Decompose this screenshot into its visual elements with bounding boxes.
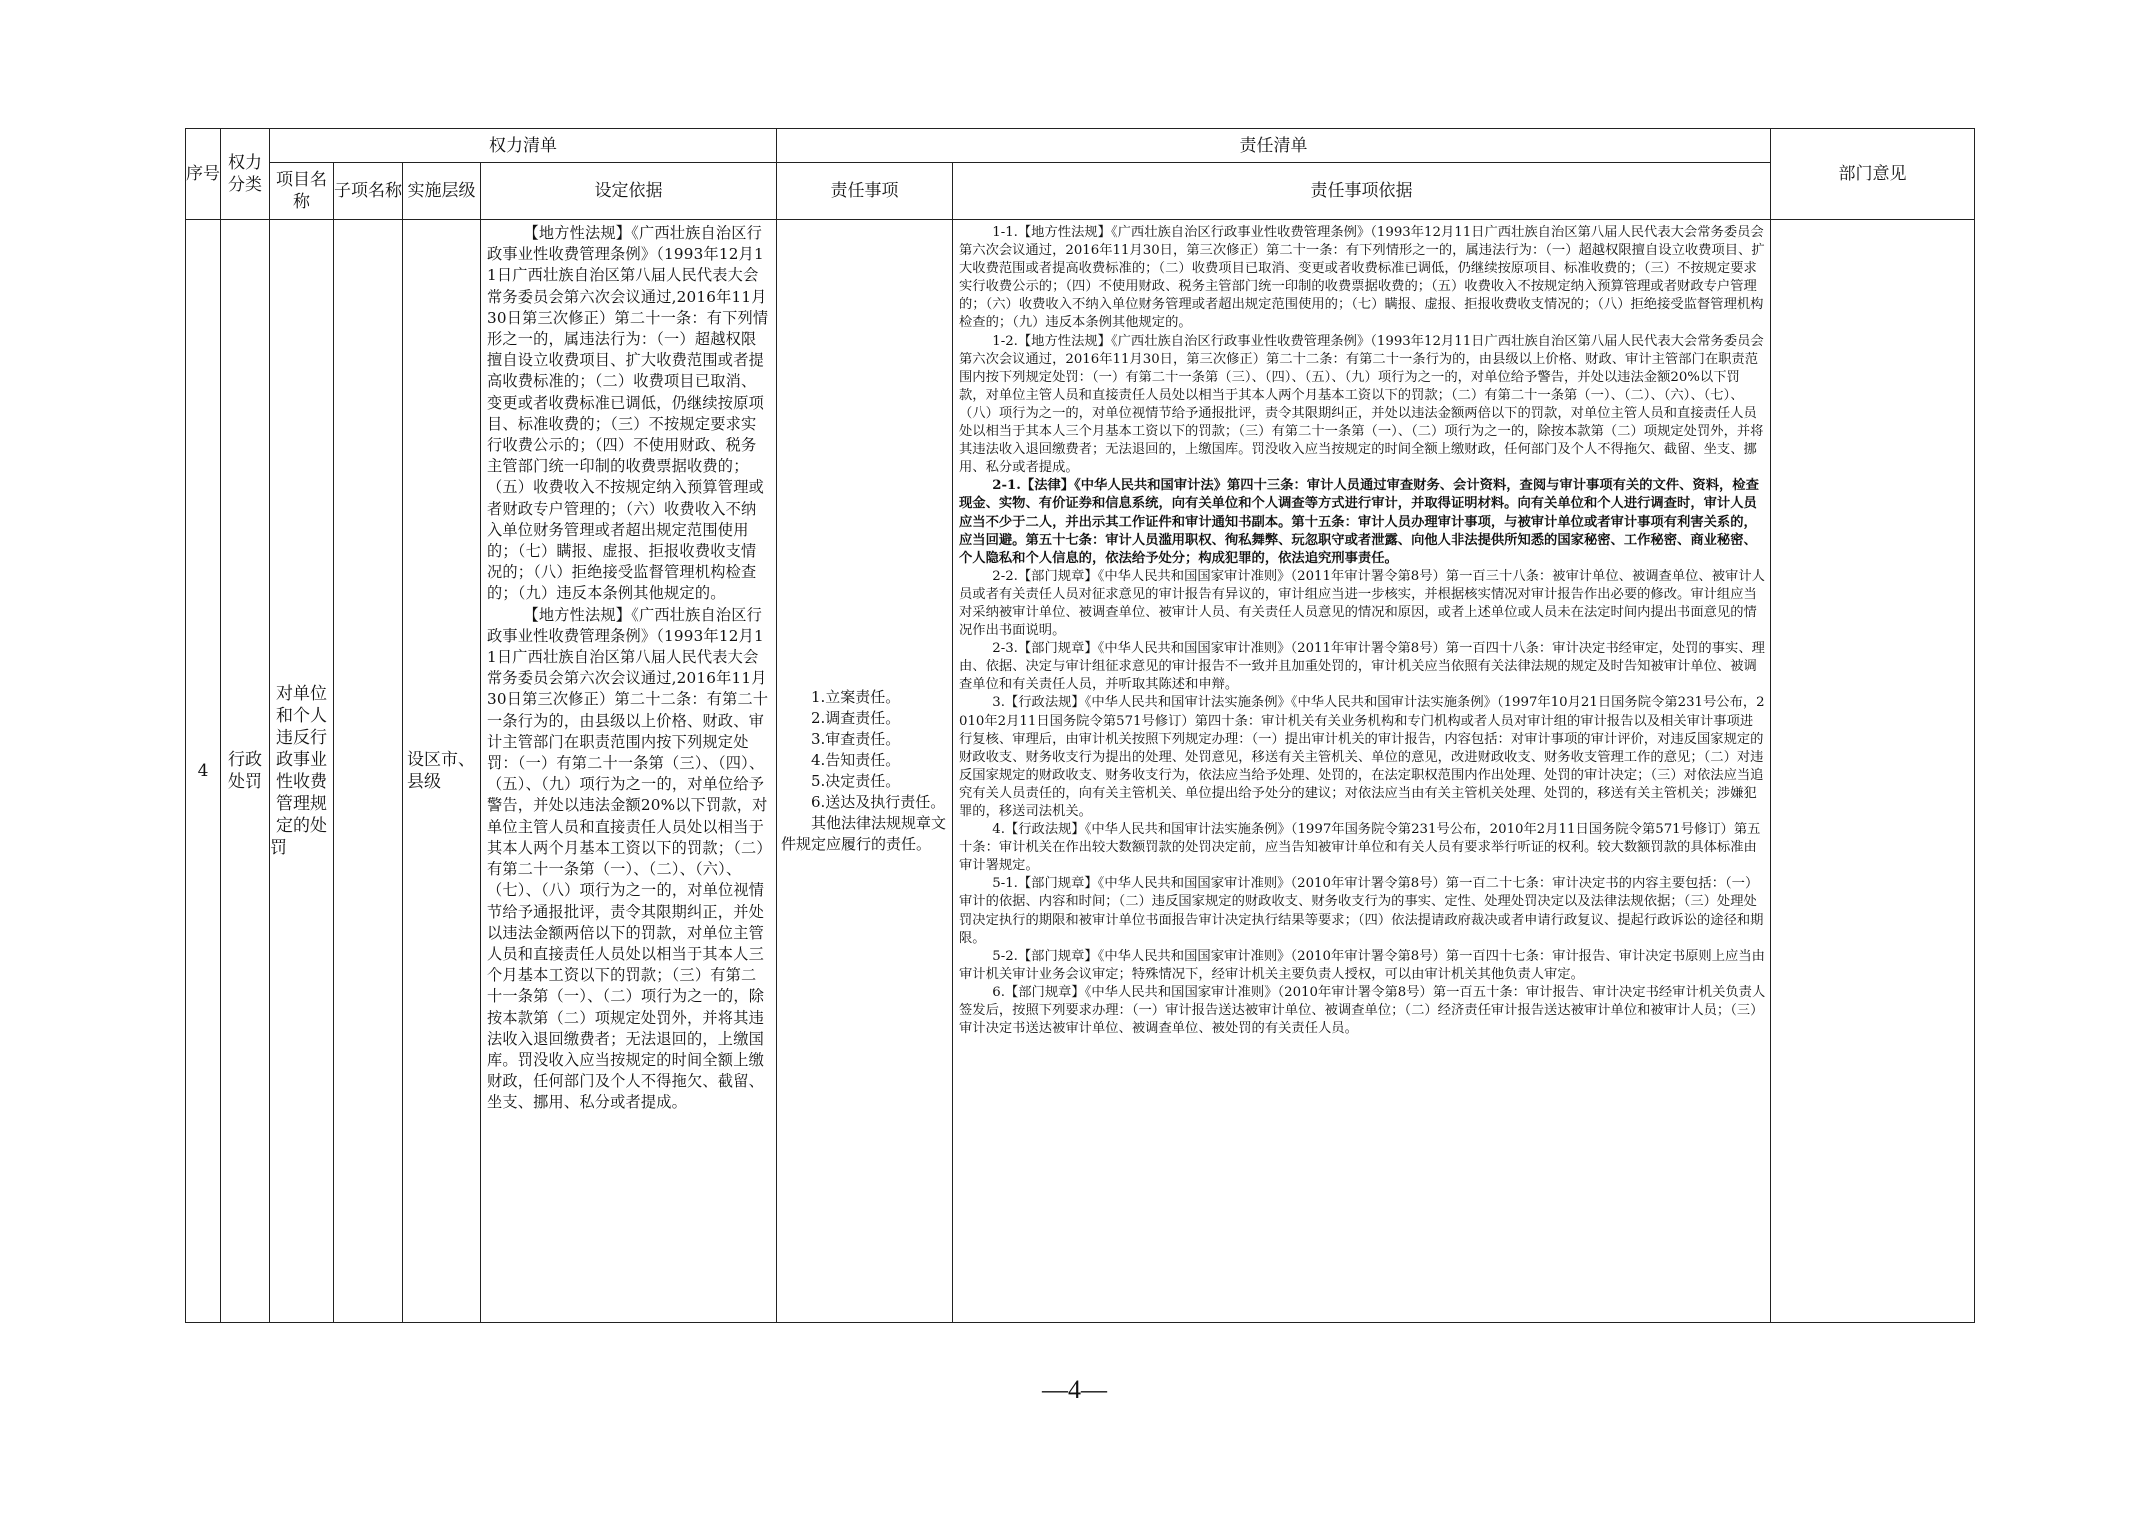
responsibility-item: 其他法律法规规章文件规定应履行的责任。: [781, 814, 947, 853]
responsibility-items-list: [781, 687, 948, 855]
row-sub-item: [334, 220, 403, 1323]
responsibility-basis-paragraph: 1-1.【地方性法规】《广西壮族自治区行政事业性收费管理条例》（1993年12月11日广西壮族自治区第八届人民代表大会常务委员会第六次会议通过，2016年11月30日，第三次修正）第二十一条：有下列情形之一的，属违法行为：（一）超越权限擅自设立收费项目、扩大收费范围或者提高收费标准的；（二）收费项目已取消、变更或者收费标准已调低，仍继续按原项目、标准收费的；（三）不按规定要求实行收费公示的；（四）不使用财政、税务主管部门统一印制的收费票据收费的；（五）收费收入不按规定纳入预算管理或者财政专户管理的；（六）收费收入不纳入单位财务管理或者超出规定范围使用的；（七）瞒报、虚报、拒报收费收支情况的；（八）拒绝接受监督管理机构检查的；（九）违反本条例其他规定的。: [959, 225, 1765, 331]
row-seq: 4: [186, 220, 221, 1323]
power-responsibility-table: [185, 128, 1975, 1323]
row-basis: [481, 220, 777, 1323]
responsibility-item: 1.立案责任。: [811, 688, 901, 706]
row-level: 设区市、县级: [403, 220, 481, 1323]
responsibility-basis-paragraph: 5-2.【部门规章】《中华人民共和国国家审计准则》（2010年审计署令第8号）第一百四十七条：审计报告、审计决定书原则上应当由审计机关审计业务会议审定；特殊情况下，经审计机关主要负责人授权，可以由审计机关其他负责人审定。: [959, 948, 1765, 982]
basis-paragraph: 【地方性法规】《广西壮族自治区行政事业性收费管理条例》（1993年12月11日广西壮族自治区第八届人民代表大会常务委员会第六次会议通过,2016年11月30日第三次修正）第二十一条：有下列情形之一的，属违法行为：（一）超越权限擅自设立收费项目、扩大收费范围或者提高收费标准的；（二）收费项目已取消、变更或者收费标准已调低，仍继续按原项目、标准收费的；（三）不按规定要求实行收费公示的；（四）不使用财政、税务主管部门统一印制的收费票据收费的；（五）收费收入不按规定纳入预算管理或者财政专户管理的；（六）收费收入不纳入单位财务管理或者超出规定范围使用的；（七）瞒报、虚报、拒报收费收支情况的；（八）拒绝接受监督管理机构检查的；（九）违反本条例其他规定的。: [487, 224, 769, 603]
header-basis: 设定依据: [481, 163, 777, 220]
page-number: —4—: [1042, 1375, 1107, 1404]
row-responsibility-items: [777, 220, 953, 1323]
responsibility-basis-paragraph: 2-3.【部门规章】《中华人民共和国国家审计准则》（2011年审计署令第8号）第一百四十八条：审计决定书经审定，处罚的事实、理由、依据、决定与审计组征求意见的审计报告不一致并且加重处罚的，审计机关应当依照有关法律法规的规定及时告知被审计单位、被调查单位和有关责任人员，并听取其陈述和申辩。: [959, 641, 1765, 693]
responsibility-basis-paragraph: 2-1.【法律】《中华人民共和国审计法》第四十三条：审计人员通过审查财务、会计资料，查阅与审计事项有关的文件、资料，检查现金、实物、有价证券和信息系统，向有关单位和个人调查等方式进行审计，并取得证明材料。向有关单位和个人进行调查时，审计人员应当不少于二人，并出示其工作证件和审计通知书副本。第十五条：审计人员办理审计事项，与被审计单位或者审计事项有利害关系的，应当回避。第五十七条：审计人员滥用职权、徇私舞弊、玩忽职守或者泄露、向他人非法提供所知悉的国家秘密、工作秘密、商业秘密、个人隐私和个人信息的，依法给予处分；构成犯罪的，依法追究刑事责任。: [959, 478, 1759, 566]
header-department-opinion: 部门意见: [1771, 129, 1975, 220]
responsibility-item: 3.审查责任。: [811, 730, 901, 748]
header-level: 实施层级: [403, 163, 481, 220]
header-responsibility-basis: 责任事项依据: [953, 163, 1771, 220]
basis-text: [487, 223, 770, 1114]
header-sub-item: 子项名称: [334, 163, 403, 220]
basis-paragraph: 【地方性法规】《广西壮族自治区行政事业性收费管理条例》（1993年12月11日广西壮族自治区第八届人民代表大会常务委员会第六次会议通过,2016年11月30日第三次修正）第二十二条：有第二十一条行为的，由县级以上价格、财政、审计主管部门在职责范围内按下列规定处罚：（一）有第二十一条第（三）、（四）、（五）、（九）项行为之一的，对单位给予警告，并处以违法金额20%以下罚款，对单位主管人员和直接责任人员处以相当于其本人两个月基本工资以下的罚款；（二）有第二十一条第（一）、（二）、（六）、（七）、（八）项行为之一的，对单位视情节给予通报批评，责令其限期纠正，并处以违法金额两倍以下的罚款，对单位主管人员和直接责任人员处以相当于其本人三个月基本工资以下的罚款；（三）有第二十一条第（一）、（二）项行为之一的，除按本款第（二）项规定处罚外，并将其违法收入退回缴费者；无法退回的，上缴国库。罚没收入应当按规定的时间全额上缴财政，任何部门及个人不得拖欠、截留、坐支、挪用、私分或者提成。: [487, 605, 769, 1112]
responsibility-item: 2.调查责任。: [811, 709, 901, 727]
header-responsibility-item: 责任事项: [777, 163, 953, 220]
table-row: [186, 220, 1975, 1323]
responsibility-basis-paragraph: 4.【行政法规】《中华人民共和国审计法实施条例》（1997年国务院令第231号公布，2010年2月11日国务院令第571号修订）第五十条：审计机关在作出较大数额罚款的处罚决定前，应当告知被审计单位和有关人员有要求举行听证的权利。较大数额罚款的具体标准由审计署规定。: [959, 822, 1761, 874]
row-responsibility-basis: [953, 220, 1771, 1323]
header-power-category: 权力分类: [221, 129, 270, 220]
responsibility-basis-paragraph: 6.【部门规章】《中华人民共和国国家审计准则》（2010年审计署令第8号）第一百五十条：审计报告、审计决定书经审计机关负责人签发后，按照下列要求办理：（一）审计报告送达被审计单位、被调查单位；（二）经济责任审计报告送达被审计单位和被审计人员；（三）审计决定书送达被审计单位、被调查单位、被处罚的有关责任人员。: [959, 984, 1766, 1037]
header-item-name: 项目名称: [270, 163, 334, 220]
row-department-opinion: [1771, 220, 1975, 1323]
responsibility-item: 5.决定责任。: [811, 772, 901, 790]
responsibility-basis-list: [959, 224, 1766, 1038]
responsibility-item: 4.告知责任。: [811, 751, 901, 769]
header-seq: 序号: [186, 129, 221, 220]
responsibility-basis-paragraph: 1-2.【地方性法规】《广西壮族自治区行政事业性收费管理条例》（1993年12月11日广西壮族自治区第八届人民代表大会常务委员会第六次会议通过，2016年11月30日，第三次修正）第二十二条：有第二十一条行为的，由县级以上价格、财政、审计主管部门在职责范围内按下列规定处罚：（一）有第二十一条第（三）、（四）、（五）、（九）项行为之一的，对单位给予警告，并处以违法金额20%以下罚款，对单位主管人员和直接责任人员处以相当于其本人两个月基本工资以下的罚款；（二）有第二十一条第（一）、（二）、（六）、（七）、（八）项行为之一的，对单位视情节给予通报批评，责令其限期纠正，并处以违法金额两倍以下的罚款，对单位主管人员和直接责任人员处以相当于其本人三个月基本工资以下的罚款；（三）有第二十一条第（一）、（二）项行为之一的，除按本款第（二）项规定处罚外，并将其违法收入退回缴费者；无法退回的，上缴国库。罚没收入应当按规定的时间全额上缴财政，任何部门及个人不得拖欠、截留、坐支、挪用、私分或者提成。: [959, 333, 1764, 476]
header-responsibility-list: 责任清单: [777, 129, 1771, 163]
responsibility-basis-paragraph: 5-1.【部门规章】《中华人民共和国国家审计准则》（2010年审计署令第8号）第一百二十七条：审计决定书的内容主要包括：（一）审计的依据、内容和时间；（二）违反国家规定的财政收支、财务收支行为的事实、定性、处理处罚决定以及法律法规依据；（三）处理处罚决定执行的期限和被审计单位书面报告审计决定执行结果等要求；（四）依法提请政府裁决或者申请行政复议、提起行政诉讼的途径和期限。: [959, 876, 1764, 946]
row-item-name: 对单位和个人违反行政事业性收费管理规定的处罚: [270, 220, 334, 1323]
responsibility-item: 6.送达及执行责任。: [811, 793, 946, 811]
header-power-list: 权力清单: [270, 129, 777, 163]
responsibility-basis-paragraph: 2-2.【部门规章】《中华人民共和国国家审计准则》（2011年审计署令第8号）第一百三十八条：被审计单位、被调查单位、被审计人员或者有关责任人员对征求意见的审计报告有异议的，审计组应当进一步核实，并根据核实情况对审计报告作出必要的修改。审计组应当对采纳被审计单位、被调查单位、被审计人员、有关责任人员意见的情况和原因，或者上述单位或人员未在法定时间内提出书面意见的情况作出书面说明。: [959, 568, 1765, 639]
responsibility-basis-paragraph: 3.【行政法规】《中华人民共和国审计法实施条例》《中华人民共和国审计法实施条例》（1997年10月21日国务院令第231号公布，2010年2月11日国务院令第571号修订）第四十条：审计机关有关业务机构和专门机构或者人员对审计组的审计报告以及相关审计事项进行复核、审理后，由审计机关按照下列规定办理：（一）提出审计机关的审计报告，内容包括：对审计事项的审计评价，对违反国家规定的财政收支、财务收支行为提出的处理、处罚意见，移送有关主管机关、单位的意见，改进财政收支、财务收支管理工作的意见；（二）对违反国家规定的财政收支、财务收支行为，依法应当给予处理、处罚的，在法定职权范围内作出处理、处罚的审计决定；（三）对依法应当追究有关人员责任的，向有关主管机关、单位提出给予处分的建议；对依法应当由有关主管机关处理、处罚的，移送有关主管机关；涉嫌犯罪的，移送司法机关。: [959, 695, 1765, 819]
row-category: 行政处罚: [221, 220, 270, 1323]
